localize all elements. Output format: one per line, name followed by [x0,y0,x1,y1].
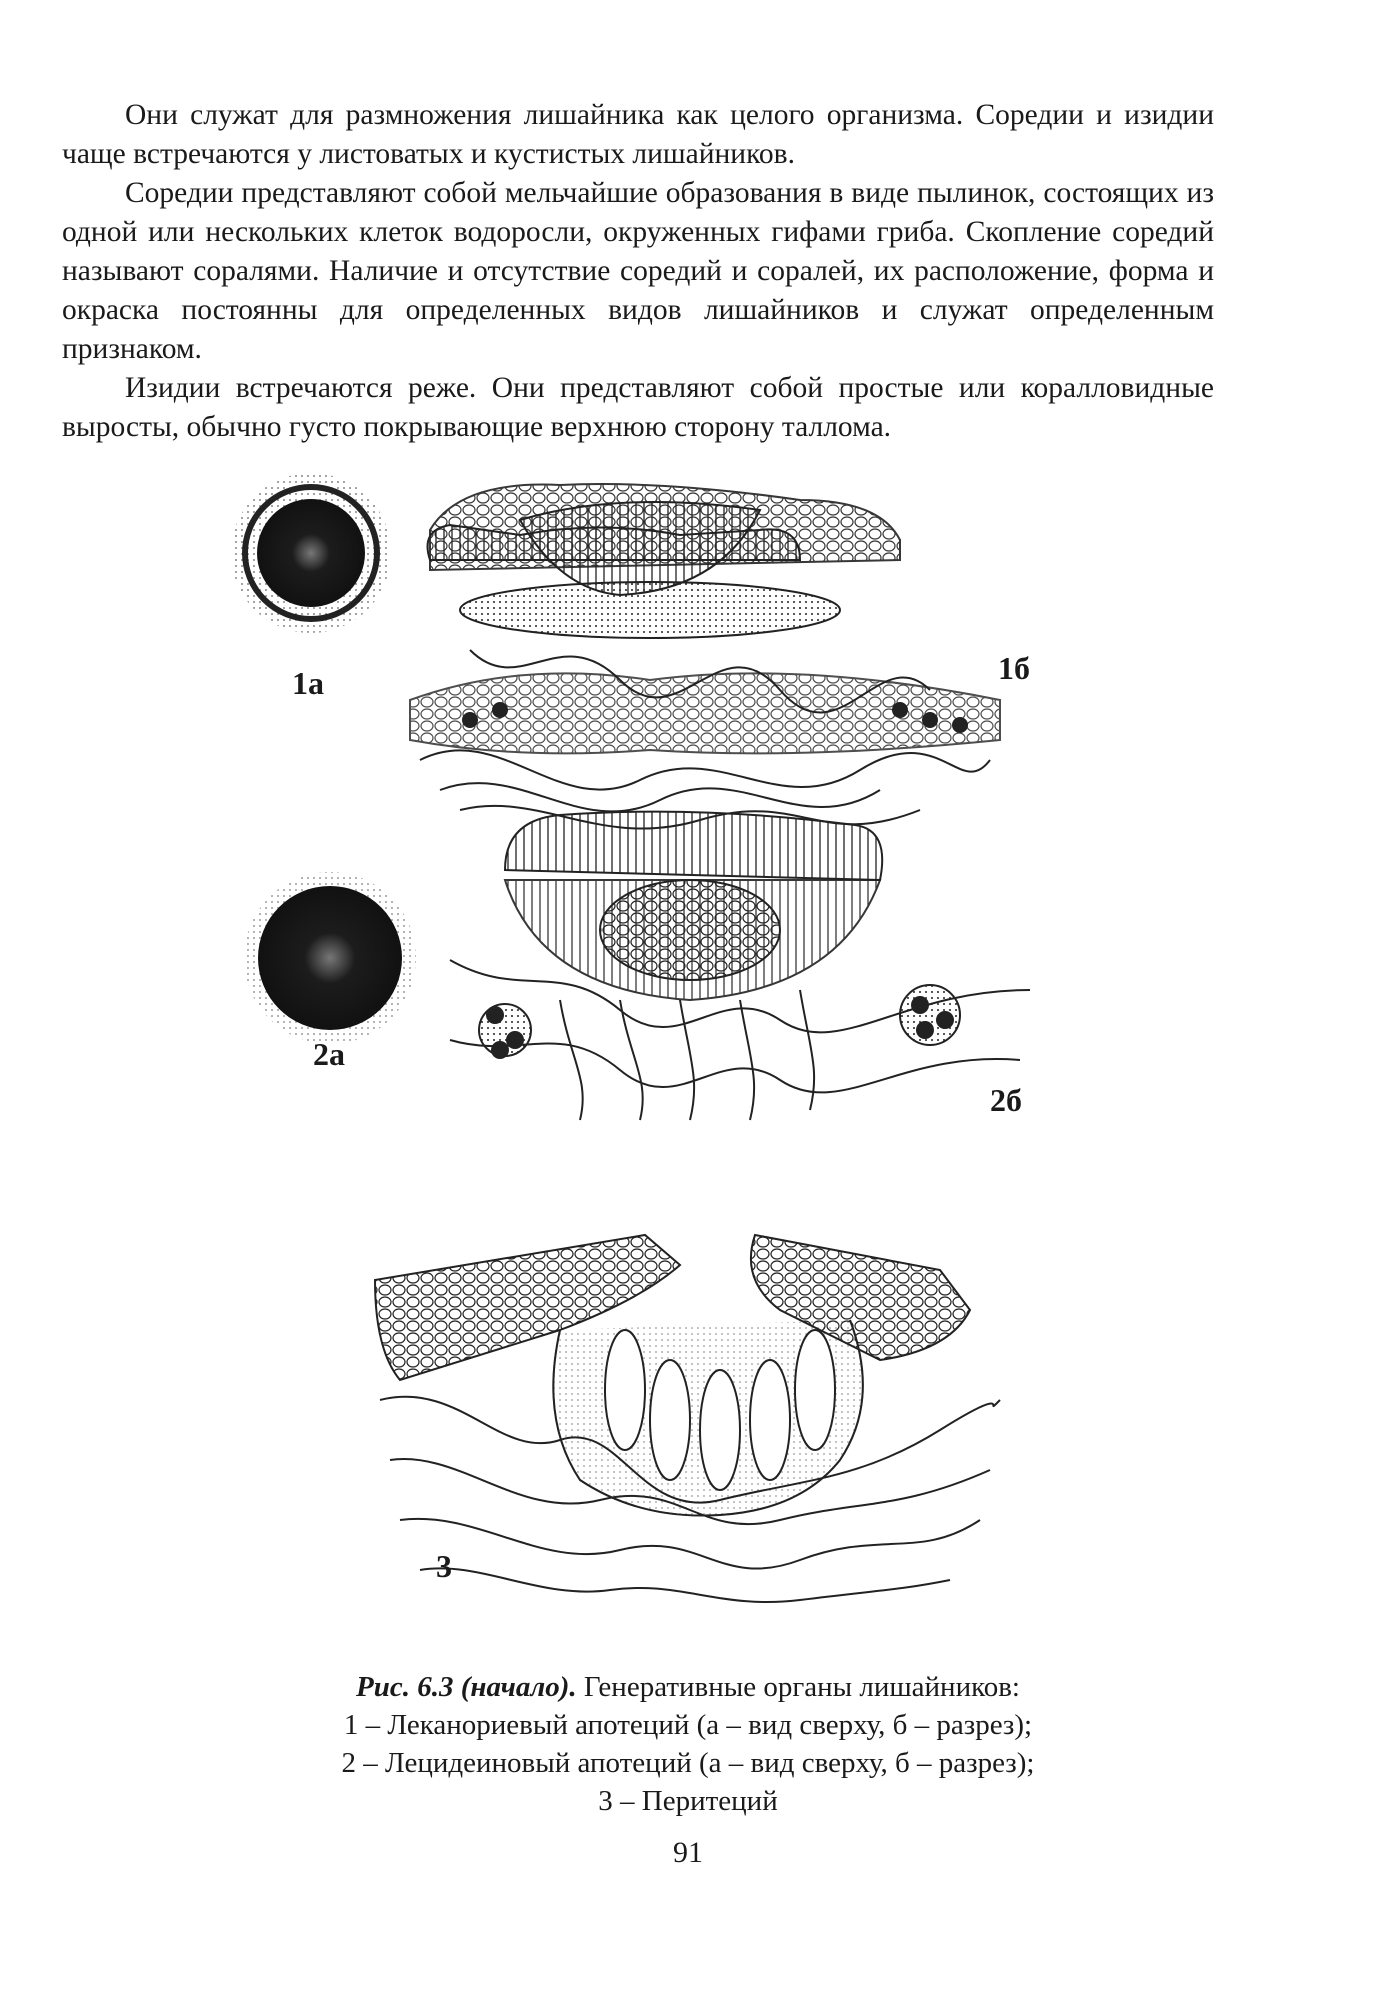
drawing-2b [450,812,1030,1120]
drawing-1a [231,473,391,633]
caption-line-2: 2 – Лецидеиновый апотеций (а – вид сверху, б – разрез); [341,1747,1035,1779]
figure-label-2b: 2б [990,1082,1022,1118]
figure-label-3: 3 [436,1548,452,1584]
drawing-2a [244,872,416,1044]
caption-line-1: 1 – Леканориевый апотеций (а – вид сверху, б – разрез); [343,1709,1033,1741]
figure-label-2a: 2а [313,1036,345,1072]
figure-label-1b: 1б [998,650,1030,686]
caption-title-rest: Генеративные органы лишайников: [576,1671,1020,1703]
paragraph-2: Соредии представляют собой мельчайшие образования в виде пылинок, состоящих из одной или нескольких клеток водоросли, окруженных гифами гриба. Скопление соредий называют соралями. Наличие и отсутствие соредий и соралей, их расположение, форма и окраска постоянны для определенных видов лишайников и служат определенным признаком. [62,177,1214,365]
caption-line-3: 3 – Перитеций [598,1785,778,1817]
caption-title-line [150,1668,1226,1706]
paragraph-3: Изидии встречаются реже. Они представляют собой простые или коралловидные выросты, обычно густо покрывающие верхнюю сторону таллома. [62,372,1214,443]
page-number: 91 [673,1836,703,1869]
caption-title: Рис. 6.3 (начало). [356,1671,577,1703]
paragraph-1: Они служат для размножения лишайника как целого организма. Соредии и изидии чаще встречаются у листоватых и кустистых лишайников. [62,99,1214,170]
figure-caption [150,1668,1226,1820]
drawing-1b [410,484,1000,829]
drawing-3 [375,1235,1000,1602]
figure-label-1a: 1а [292,665,324,701]
